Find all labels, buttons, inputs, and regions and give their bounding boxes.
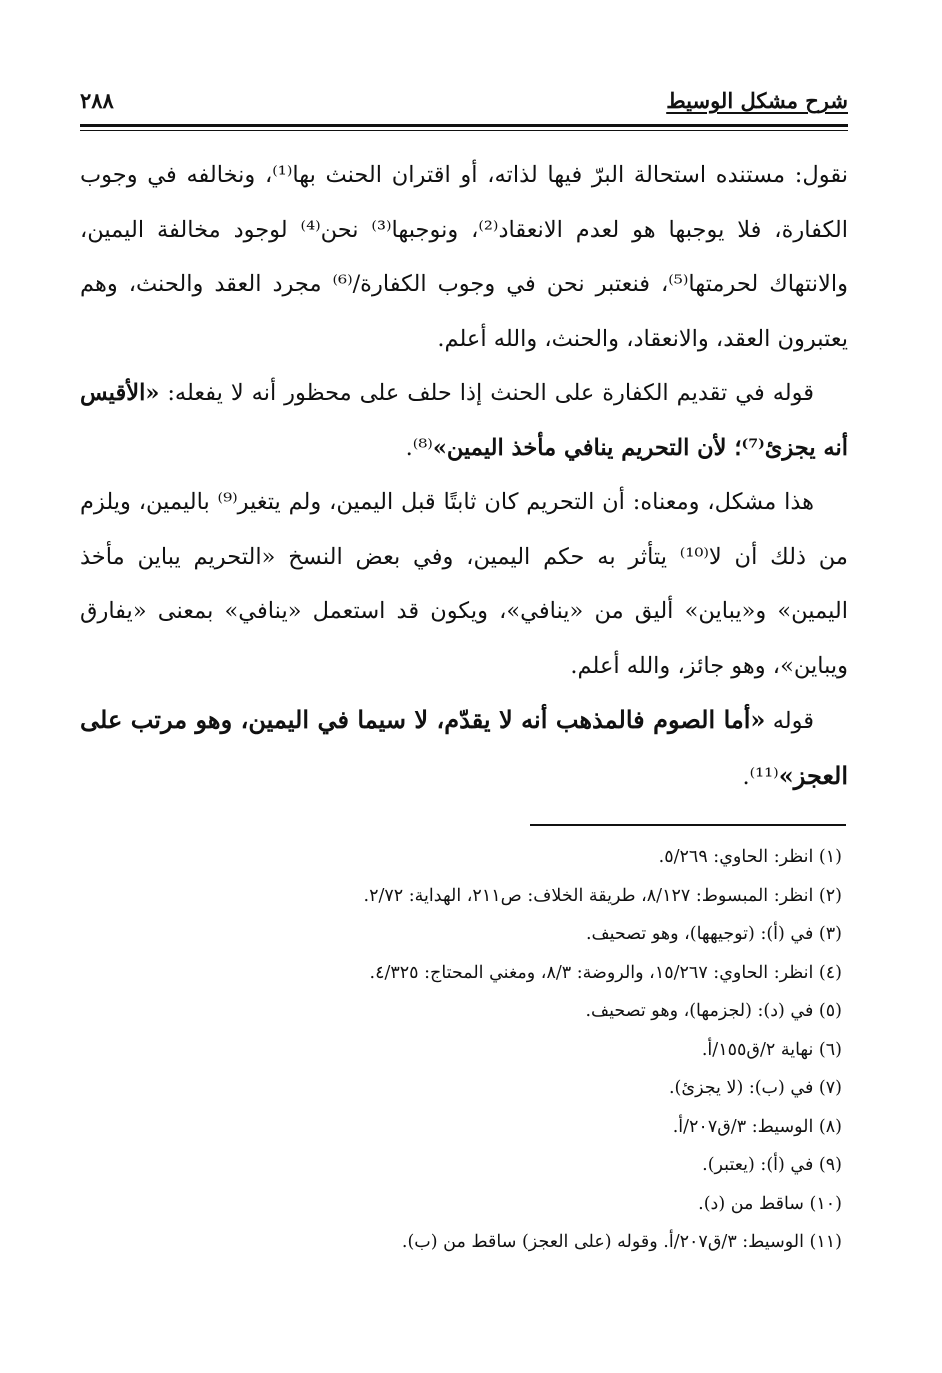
paragraph-2-tail: ⁽⁸⁾. — [405, 434, 433, 461]
main-text — [80, 148, 848, 804]
footnote-11: (١١) الوسيط: ٣/ق٢٠٧/أ. وقوله (على العجز) ساقط من (ب). — [401, 1232, 842, 1252]
footnote-6: (٦) نهاية ٢/ق١٥٥/أ. — [701, 1039, 842, 1060]
header-rule-thin — [80, 130, 848, 131]
footnote-7: (٧) في (ب): (لا يجزئ). — [668, 1078, 842, 1098]
footnote-2: (٢) انظر: المبسوط: ٨/١٢٧، طريقة الخلاف: ص٢١١، الهداية: ٢/٧٢. — [363, 885, 842, 906]
paragraph-1: نقول: مستنده استحالة البرّ فيها لذاته، أو اقتران الحنث بها⁽¹⁾، ونخالفه في وجوب الكفارة، فلا يوجبها هو لعدم الانعقاد⁽²⁾، ونوجبها⁽³⁾ نحن⁽⁴⁾ لوجود مخالفة اليمين، والانتهاك لحرمتها⁽⁵⁾، فنعتبر نحن في وجوب الكفارة/⁽⁶⁾ مجرد العقد والحنث، وهم يعتبرون العقد، والانعقاد، والحنث، والله أعلم. — [80, 162, 848, 352]
paragraph-2 — [80, 366, 848, 475]
footnote-8: (٨) الوسيط: ٣/ق٢٠٧/أ. — [672, 1116, 842, 1137]
header-title: شرح مشكل الوسيط — [666, 88, 848, 113]
footnote-9: (٩) في (أ): (يعتبر). — [702, 1155, 842, 1175]
footnote-5: (٥) في (د): (لجزمها)، وهو تصحيف. — [585, 1001, 842, 1021]
footnote-4: (٤) انظر: الحاوي: ١٥/٢٦٧، والروضة: ٨/٣، ومغني المحتاج: ٤/٣٢٥. — [369, 962, 842, 983]
paragraph-3: هذا مشكل، ومعناه: أن التحريم كان ثابتًا قبل اليمين، ولم يتغير⁽⁹⁾ باليمين، ويلزم من ذلك أن لا⁽¹⁰⁾ يتأثر به حكم اليمين، وفي بعض النسخ «التحريم يباين مأخذ اليمين» و«يباين» أليق من «ينافي»، ويكون قد استعمل «ينافي» بمعنى «يفارق ويباين»، وهو جائز، والله أعلم. — [80, 489, 848, 679]
header-rule-thick — [80, 124, 848, 127]
paragraph-2-lead: قوله في تقديم الكفارة على الحنث إذا حلف على محظور أنه لا يفعله: — [167, 380, 814, 406]
paragraph-4 — [80, 693, 848, 804]
paragraph-4-tail: ⁽¹¹⁾. — [742, 763, 779, 790]
footnote-separator — [530, 824, 846, 826]
page-number: ٢٨٨ — [80, 88, 114, 113]
footnote-1: (١) انظر: الحاوي: ٥/٢٦٩. — [658, 847, 842, 867]
paragraph-4-quote: «أما الصوم فالمذهب أنه لا يقدّم، لا سيما في اليمين، وهو مرتب على العجز» — [80, 705, 848, 790]
paragraph-4-lead: قوله — [772, 708, 815, 734]
footnote-10: (١٠) ساقط من (د). — [698, 1193, 842, 1214]
running-header — [80, 88, 848, 124]
footnotes — [80, 838, 842, 1262]
footnote-3: (٣) في (أ): (توجيهها)، وهو تصحيف. — [585, 924, 842, 944]
paragraph-2-quote: «الأقيس أنه يجزئ⁽⁷⁾؛ لأن التحريم ينافي مأخذ اليمين» — [80, 380, 848, 461]
